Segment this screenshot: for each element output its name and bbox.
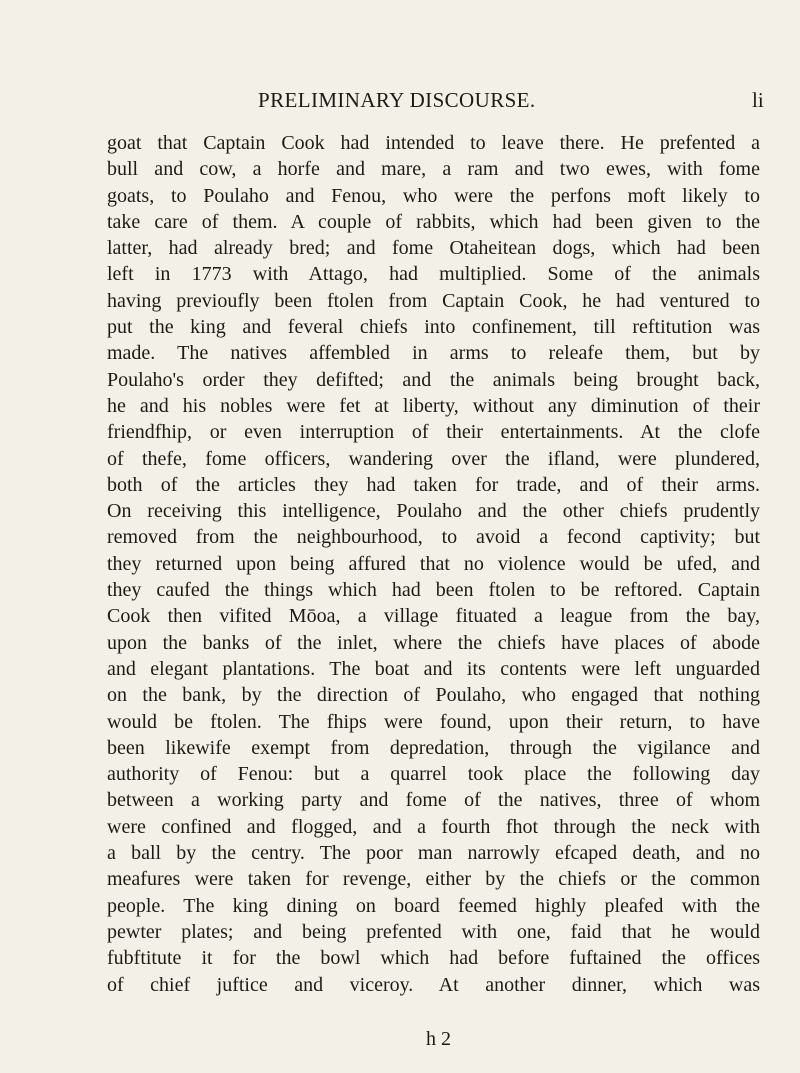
text-line: Poulaho's order they defifted; and the animals being brought back, <box>107 368 760 391</box>
text-line: a ball by the centry. The poor man narrowly efcaped death, and no <box>107 842 760 865</box>
text-line: bull and cow, a horfe and mare, a ram and two ewes, with fome <box>107 158 760 181</box>
text-line: put the king and feveral chiefs into confinement, till reftitution was <box>107 316 760 339</box>
text-line: on the bank, by the direction of Poulaho, who engaged that nothing <box>107 684 760 707</box>
text-line: of chief juftice and viceroy. At another dinner, which was <box>107 973 760 996</box>
text-line: having previoufly been ftolen from Captain Cook, he had ventured to <box>107 289 760 312</box>
text-line: left in 1773 with Attago, had multiplied. Some of the animals <box>107 263 760 286</box>
text-line: authority of Fenou: but a quarrel took place the following day <box>107 763 760 786</box>
text-line: take care of them. A couple of rabbits, which had been given to the <box>107 210 760 233</box>
text-line: he and his nobles were fet at liberty, without any diminution of their <box>107 394 760 417</box>
text-line: been likewife exempt from depredation, through the vigilance and <box>107 736 760 759</box>
text-line: fubftitute it for the bowl which had before fuftained the offices <box>107 947 760 970</box>
text-line: they caufed the things which had been ftolen to be reftored. Captain <box>107 579 760 602</box>
running-head: PRELIMINARY DISCOURSE. <box>258 88 536 112</box>
text-line: friendfhip, or even interruption of their entertainments. At the clofe <box>107 421 760 444</box>
text-line: and elegant plantations. The boat and its contents were left unguarded <box>107 657 760 680</box>
text-line: On receiving this intelligence, Poulaho and the other chiefs prudently <box>107 500 760 523</box>
text-line: of thefe, fome officers, wandering over the ifland, were plundered, <box>107 447 760 470</box>
text-line: removed from the neighbourhood, to avoid a fecond captivity; but <box>107 526 760 549</box>
text-line: Cook then vifited Mōoa, a village fituated a league from the bay, <box>107 605 760 628</box>
text-line: meafures were taken for revenge, either by the chiefs or the common <box>107 868 760 891</box>
text-line: they returned upon being affured that no violence would be ufed, and <box>107 552 760 575</box>
text-line: pewter plates; and being prefented with one, faid that he would <box>107 920 760 943</box>
text-line: would be ftolen. The fhips were found, upon their return, to have <box>107 710 760 733</box>
text-line: upon the banks of the inlet, where the chiefs have places of abode <box>107 631 760 654</box>
body-text <box>107 130 760 998</box>
page-number: li <box>752 88 764 112</box>
text-line: both of the articles they had taken for trade, and of their arms. <box>107 473 760 496</box>
text-line: between a working party and fome of the natives, three of whom <box>107 789 760 812</box>
page-header <box>0 88 800 114</box>
text-line: were confined and flogged, and a fourth fhot through the neck with <box>107 815 760 838</box>
signature-mark: h 2 <box>426 1028 451 1050</box>
text-line: people. The king dining on board feemed highly pleafed with the <box>107 894 760 917</box>
text-line: made. The natives affembled in arms to releafe them, but by <box>107 342 760 365</box>
text-line: latter, had already bred; and fome Otaheitean dogs, which had been <box>107 237 760 260</box>
text-line: goats, to Poulaho and Fenou, who were the perfons moft likely to <box>107 184 760 207</box>
text-line: goat that Captain Cook had intended to leave there. He prefented a <box>107 132 760 154</box>
